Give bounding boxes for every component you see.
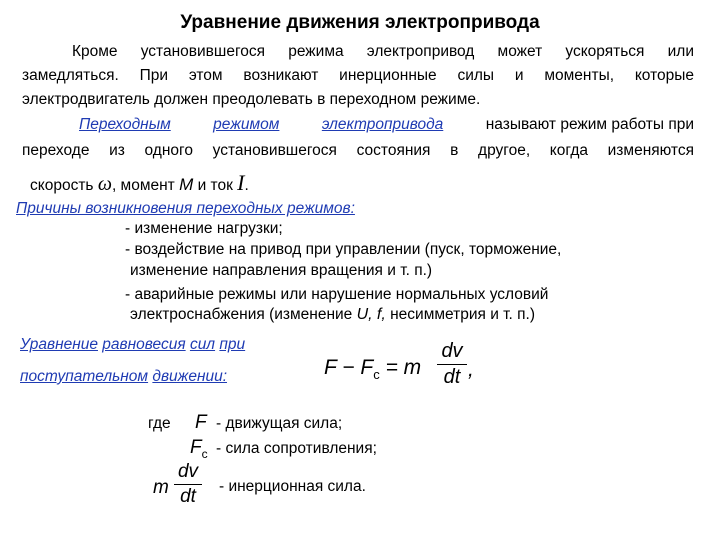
intro-line-2: замедляться. При этом возникают инерционные силы и моменты, которые <box>22 67 694 84</box>
equation-label-line-2 <box>20 368 227 386</box>
fraction-bar <box>437 364 467 365</box>
voltage-symbol: U, <box>356 306 373 323</box>
equation-lhs <box>324 356 421 382</box>
term-word-1: Переходным <box>79 116 171 133</box>
legend-numerator: dv <box>177 461 199 482</box>
legend-denominator: dt <box>180 486 196 507</box>
current-word: и ток <box>197 177 233 194</box>
cause-item-2-line-2: изменение направления вращения и т. п.) <box>130 262 433 279</box>
equation-lhs-sub: c <box>373 367 380 383</box>
page-title: Уравнение движения электропривода <box>180 12 540 33</box>
eq-label-word-3: сил <box>189 336 216 353</box>
term-word-3: электропривода <box>321 116 444 133</box>
equation-lhs-text: F − F <box>324 356 374 379</box>
legend-Fc-symbol <box>190 437 208 461</box>
speed-word: скорость <box>30 177 94 194</box>
legend-F-symbol: F <box>195 412 207 433</box>
legend-where: где <box>148 415 171 432</box>
definition-rest: называют режим работы при <box>485 116 694 133</box>
equation-denominator: dt <box>443 366 461 388</box>
equation-fraction <box>437 340 467 389</box>
frequency-symbol: f, <box>376 306 386 323</box>
legend-Fc-desc: - сила сопротивления; <box>216 440 377 457</box>
cause-item-3-tail: несимметрия и т. п.) <box>390 306 536 323</box>
eq-label-word-5: поступательном <box>20 368 149 385</box>
legend-fraction-bar <box>174 484 202 485</box>
cause-item-3-text: электроснабжения (изменение <box>130 306 353 323</box>
legend-F-desc: - движущая сила; <box>216 415 343 432</box>
cause-item-3-line-1: - аварийные режимы или нарушение нормальных условий <box>125 286 549 303</box>
legend-fraction <box>174 461 202 508</box>
equation-numerator: dv <box>441 340 463 362</box>
current-symbol: I <box>237 170 245 195</box>
definition-line-1 <box>79 116 694 134</box>
cause-item-2-line-1: - воздействие на привод при управлении (пуск, торможение, <box>125 241 562 258</box>
term-word-2: режимом <box>213 116 280 133</box>
intro-line-3: электродвигатель должен преодолевать в переходном режиме. <box>22 91 481 108</box>
legend-m-symbol: m <box>153 477 169 498</box>
definition-line-2: переходе из одного установившегося состояния в другое, когда изменяются <box>22 142 694 159</box>
causes-heading: Причины возникновения переходных режимов: <box>16 200 355 217</box>
cause-item-3-line-2 <box>130 306 535 324</box>
legend-Fc-letter: F <box>190 437 202 458</box>
moment-word: , момент <box>111 177 175 194</box>
eq-label-word-1: Уравнение <box>20 336 98 353</box>
equation-eq: = m <box>385 356 422 379</box>
cause-item-1: - изменение нагрузки; <box>125 220 283 237</box>
period: . <box>244 177 249 194</box>
equation-comma: , <box>468 358 474 381</box>
definition-line-3 <box>30 170 249 196</box>
legend-m-desc: - инерционная сила. <box>219 478 366 495</box>
eq-label-word-4: при <box>219 336 246 353</box>
eq-label-word-2: равновесия <box>102 336 186 353</box>
intro-line-1: Кроме установившегося режима электропривод может ускоряться или <box>72 43 694 60</box>
omega-symbol: ω <box>97 173 112 195</box>
legend-Fc-sub: c <box>201 446 208 461</box>
moment-symbol: М <box>179 175 194 194</box>
eq-label-word-6: движении: <box>152 368 228 385</box>
equation-label-line-1 <box>20 336 245 354</box>
